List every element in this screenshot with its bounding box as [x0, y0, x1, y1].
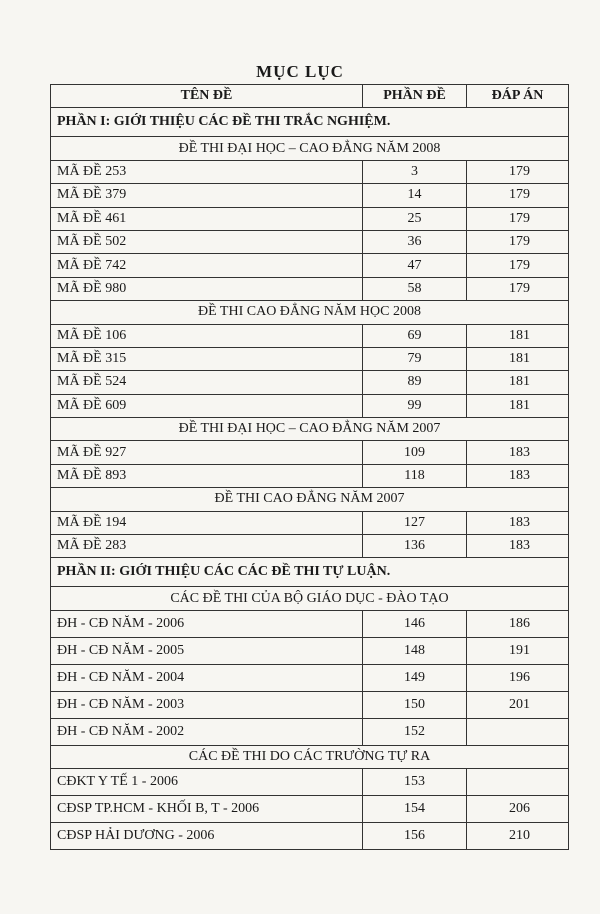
- table-row: [51, 347, 569, 370]
- toc-table: [50, 84, 569, 850]
- exam-name: MÃ ĐỀ 194: [51, 511, 363, 534]
- exam-name: MÃ ĐỀ 253: [51, 160, 363, 183]
- section-heading-row: [51, 418, 569, 441]
- section-heading-row: [51, 587, 569, 610]
- exam-page: 79: [363, 347, 467, 370]
- exam-page: 3: [363, 160, 467, 183]
- answer-page: 183: [467, 511, 569, 534]
- section-heading-row: [51, 301, 569, 324]
- answer-page: 181: [467, 347, 569, 370]
- exam-page: 154: [363, 796, 467, 823]
- answer-page: 183: [467, 464, 569, 487]
- table-row: [51, 464, 569, 487]
- answer-page: 181: [467, 371, 569, 394]
- page-title: MỤC LỤC: [256, 62, 344, 81]
- exam-page: 109: [363, 441, 467, 464]
- exam-page: 14: [363, 184, 467, 207]
- exam-name: MÃ ĐỀ 980: [51, 277, 363, 300]
- section-title: ĐỀ THI ĐẠI HỌC – CAO ĐẲNG NĂM 2007: [51, 418, 569, 441]
- exam-name: ĐH - CĐ NĂM - 2005: [51, 637, 363, 664]
- section-title: CÁC ĐỀ THI DO CÁC TRƯỜNG TỰ RA: [51, 745, 569, 768]
- exam-page: 47: [363, 254, 467, 277]
- answer-page: 179: [467, 207, 569, 230]
- table-row: [51, 277, 569, 300]
- table-row: [51, 823, 569, 850]
- exam-page: 136: [363, 535, 467, 558]
- exam-page: 149: [363, 664, 467, 691]
- table-row: [51, 796, 569, 823]
- answer-page: 181: [467, 324, 569, 347]
- table-row: [51, 230, 569, 253]
- table-row: [51, 207, 569, 230]
- table-row: [51, 718, 569, 745]
- toc-body: [51, 108, 569, 850]
- answer-page: 191: [467, 637, 569, 664]
- answer-page: 206: [467, 796, 569, 823]
- exam-page: 69: [363, 324, 467, 347]
- exam-name: MÃ ĐỀ 283: [51, 535, 363, 558]
- exam-name: ĐH - CĐ NĂM - 2002: [51, 718, 363, 745]
- answer-page: 201: [467, 691, 569, 718]
- table-row: [51, 254, 569, 277]
- answer-page: 196: [467, 664, 569, 691]
- part-heading: PHẦN I: GIỚI THIỆU CÁC ĐỀ THI TRẮC NGHIỆM.: [51, 108, 569, 137]
- exam-name: MÃ ĐỀ 609: [51, 394, 363, 417]
- answer-page: 186: [467, 610, 569, 637]
- header-name: TÊN ĐỀ: [51, 85, 363, 108]
- table-row: [51, 664, 569, 691]
- exam-name: MÃ ĐỀ 106: [51, 324, 363, 347]
- table-row: [51, 769, 569, 796]
- exam-name: CĐKT Y TẾ 1 - 2006: [51, 769, 363, 796]
- section-title: ĐỀ THI CAO ĐẲNG NĂM 2007: [51, 488, 569, 511]
- exam-page: 99: [363, 394, 467, 417]
- table-row: [51, 637, 569, 664]
- part-heading-row: [51, 108, 569, 137]
- header-page: PHẦN ĐỀ: [363, 85, 467, 108]
- exam-name: ĐH - CĐ NĂM - 2004: [51, 664, 363, 691]
- exam-page: 36: [363, 230, 467, 253]
- section-title: ĐỀ THI CAO ĐẲNG NĂM HỌC 2008: [51, 301, 569, 324]
- exam-name: MÃ ĐỀ 893: [51, 464, 363, 487]
- table-row: [51, 511, 569, 534]
- answer-page: 179: [467, 254, 569, 277]
- answer-page: 181: [467, 394, 569, 417]
- table-row: [51, 691, 569, 718]
- exam-page: 150: [363, 691, 467, 718]
- exam-page: 156: [363, 823, 467, 850]
- exam-name: ĐH - CĐ NĂM - 2003: [51, 691, 363, 718]
- answer-page: 183: [467, 535, 569, 558]
- answer-page: 210: [467, 823, 569, 850]
- exam-page: 118: [363, 464, 467, 487]
- exam-page: 148: [363, 637, 467, 664]
- section-title: CÁC ĐỀ THI CỦA BỘ GIÁO DỤC - ĐÀO TẠO: [51, 587, 569, 610]
- table-row: [51, 394, 569, 417]
- exam-name: MÃ ĐỀ 461: [51, 207, 363, 230]
- exam-page: 89: [363, 371, 467, 394]
- exam-page: 146: [363, 610, 467, 637]
- section-heading-row: [51, 745, 569, 768]
- exam-page: 25: [363, 207, 467, 230]
- answer-page: 183: [467, 441, 569, 464]
- table-row: [51, 441, 569, 464]
- part-heading: PHẦN II: GIỚI THIỆU CÁC CÁC ĐỀ THI TỰ LUẬN.: [51, 558, 569, 587]
- exam-name: MÃ ĐỀ 524: [51, 371, 363, 394]
- exam-name: MÃ ĐỀ 315: [51, 347, 363, 370]
- part-heading-row: [51, 558, 569, 587]
- answer-page: 179: [467, 230, 569, 253]
- table-row: [51, 160, 569, 183]
- answer-page: [467, 718, 569, 745]
- exam-name: MÃ ĐỀ 927: [51, 441, 363, 464]
- answer-page: 179: [467, 184, 569, 207]
- exam-page: 153: [363, 769, 467, 796]
- exam-name: ĐH - CĐ NĂM - 2006: [51, 610, 363, 637]
- answer-page: 179: [467, 160, 569, 183]
- exam-name: MÃ ĐỀ 379: [51, 184, 363, 207]
- section-heading-row: [51, 137, 569, 160]
- table-row: [51, 184, 569, 207]
- answer-page: 179: [467, 277, 569, 300]
- table-row: [51, 535, 569, 558]
- exam-name: CĐSP TP.HCM - KHỐI B, T - 2006: [51, 796, 363, 823]
- section-heading-row: [51, 488, 569, 511]
- table-row: [51, 371, 569, 394]
- section-title: ĐỀ THI ĐẠI HỌC – CAO ĐẲNG NĂM 2008: [51, 137, 569, 160]
- exam-page: 152: [363, 718, 467, 745]
- exam-page: 58: [363, 277, 467, 300]
- exam-page: 127: [363, 511, 467, 534]
- exam-name: MÃ ĐỀ 742: [51, 254, 363, 277]
- answer-page: [467, 769, 569, 796]
- exam-name: CĐSP HẢI DƯƠNG - 2006: [51, 823, 363, 850]
- exam-name: MÃ ĐỀ 502: [51, 230, 363, 253]
- table-row: [51, 610, 569, 637]
- table-header-row: [51, 85, 569, 108]
- header-answer: ĐÁP ÁN: [467, 85, 569, 108]
- table-row: [51, 324, 569, 347]
